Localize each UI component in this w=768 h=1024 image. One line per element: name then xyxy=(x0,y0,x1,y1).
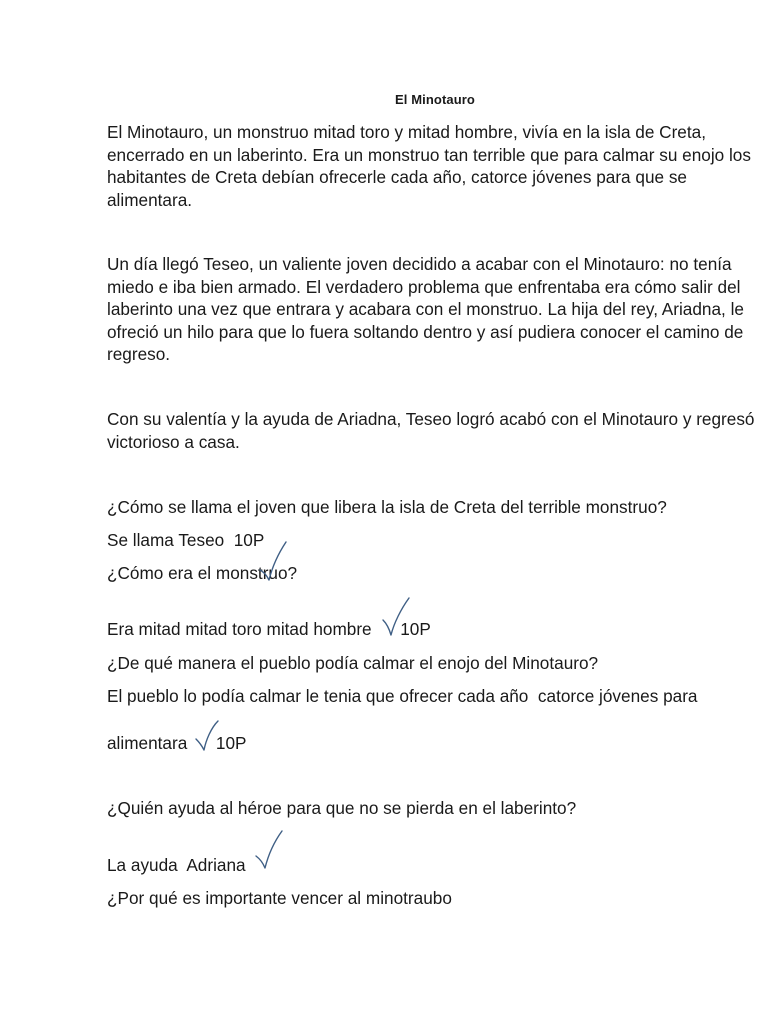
answer-3-line-1: El pueblo lo podía calmar le tenia que ofrecer cada año catorce jóvenes para xyxy=(107,686,698,706)
question-1: ¿Cómo se llama el joven que libera la isla de Creta del terrible monstruo? xyxy=(107,497,667,517)
document-title: El Minotauro xyxy=(395,92,475,107)
check-mark-icon xyxy=(253,828,289,872)
question-5: ¿Por qué es importante vencer al minotraubo xyxy=(107,888,452,908)
paragraph-3: Con su valentía y la ayuda de Ariadna, Teseo logró acabó con el Minotauro y regresó victorioso a casa. xyxy=(107,409,755,452)
answer-1: Se llama Teseo 10P xyxy=(107,530,265,550)
question-4: ¿Quién ayuda al héroe para que no se pierda en el laberinto? xyxy=(107,798,577,818)
paragraph-2: Un día llegó Teseo, un valiente joven decidido a acabar con el Minotauro: no tenía miedo e iba bien armado. El verdadero problema que enfrentaba era cómo salir del laberinto una vez que entrara y acabara con el monstruo. La hija del rey, Ariadna, le ofreció un hilo para que lo fuera soltando dentro y así pudiera conocer el camino de regreso. xyxy=(107,254,744,365)
question-2: ¿Cómo era el monstruo? xyxy=(107,563,298,583)
paragraph-1: El Minotauro, un monstruo mitad toro y mitad hombre, vivía en la isla de Creta, encerrado en un laberinto. Era un monstruo tan terrible que para calmar su enojo los habitantes de Creta debían ofrecerle cada año, catorce jóvenes para que se alimentara. xyxy=(107,122,751,210)
answer-3-line-2: alimentara 10P xyxy=(107,733,247,753)
question-3: ¿De qué manera el pueblo podía calmar el enojo del Minotauro? xyxy=(107,653,599,673)
answer-2: Era mitad mitad toro mitad hombre 10P xyxy=(107,619,431,639)
answer-4: La ayuda Adriana xyxy=(107,855,246,875)
